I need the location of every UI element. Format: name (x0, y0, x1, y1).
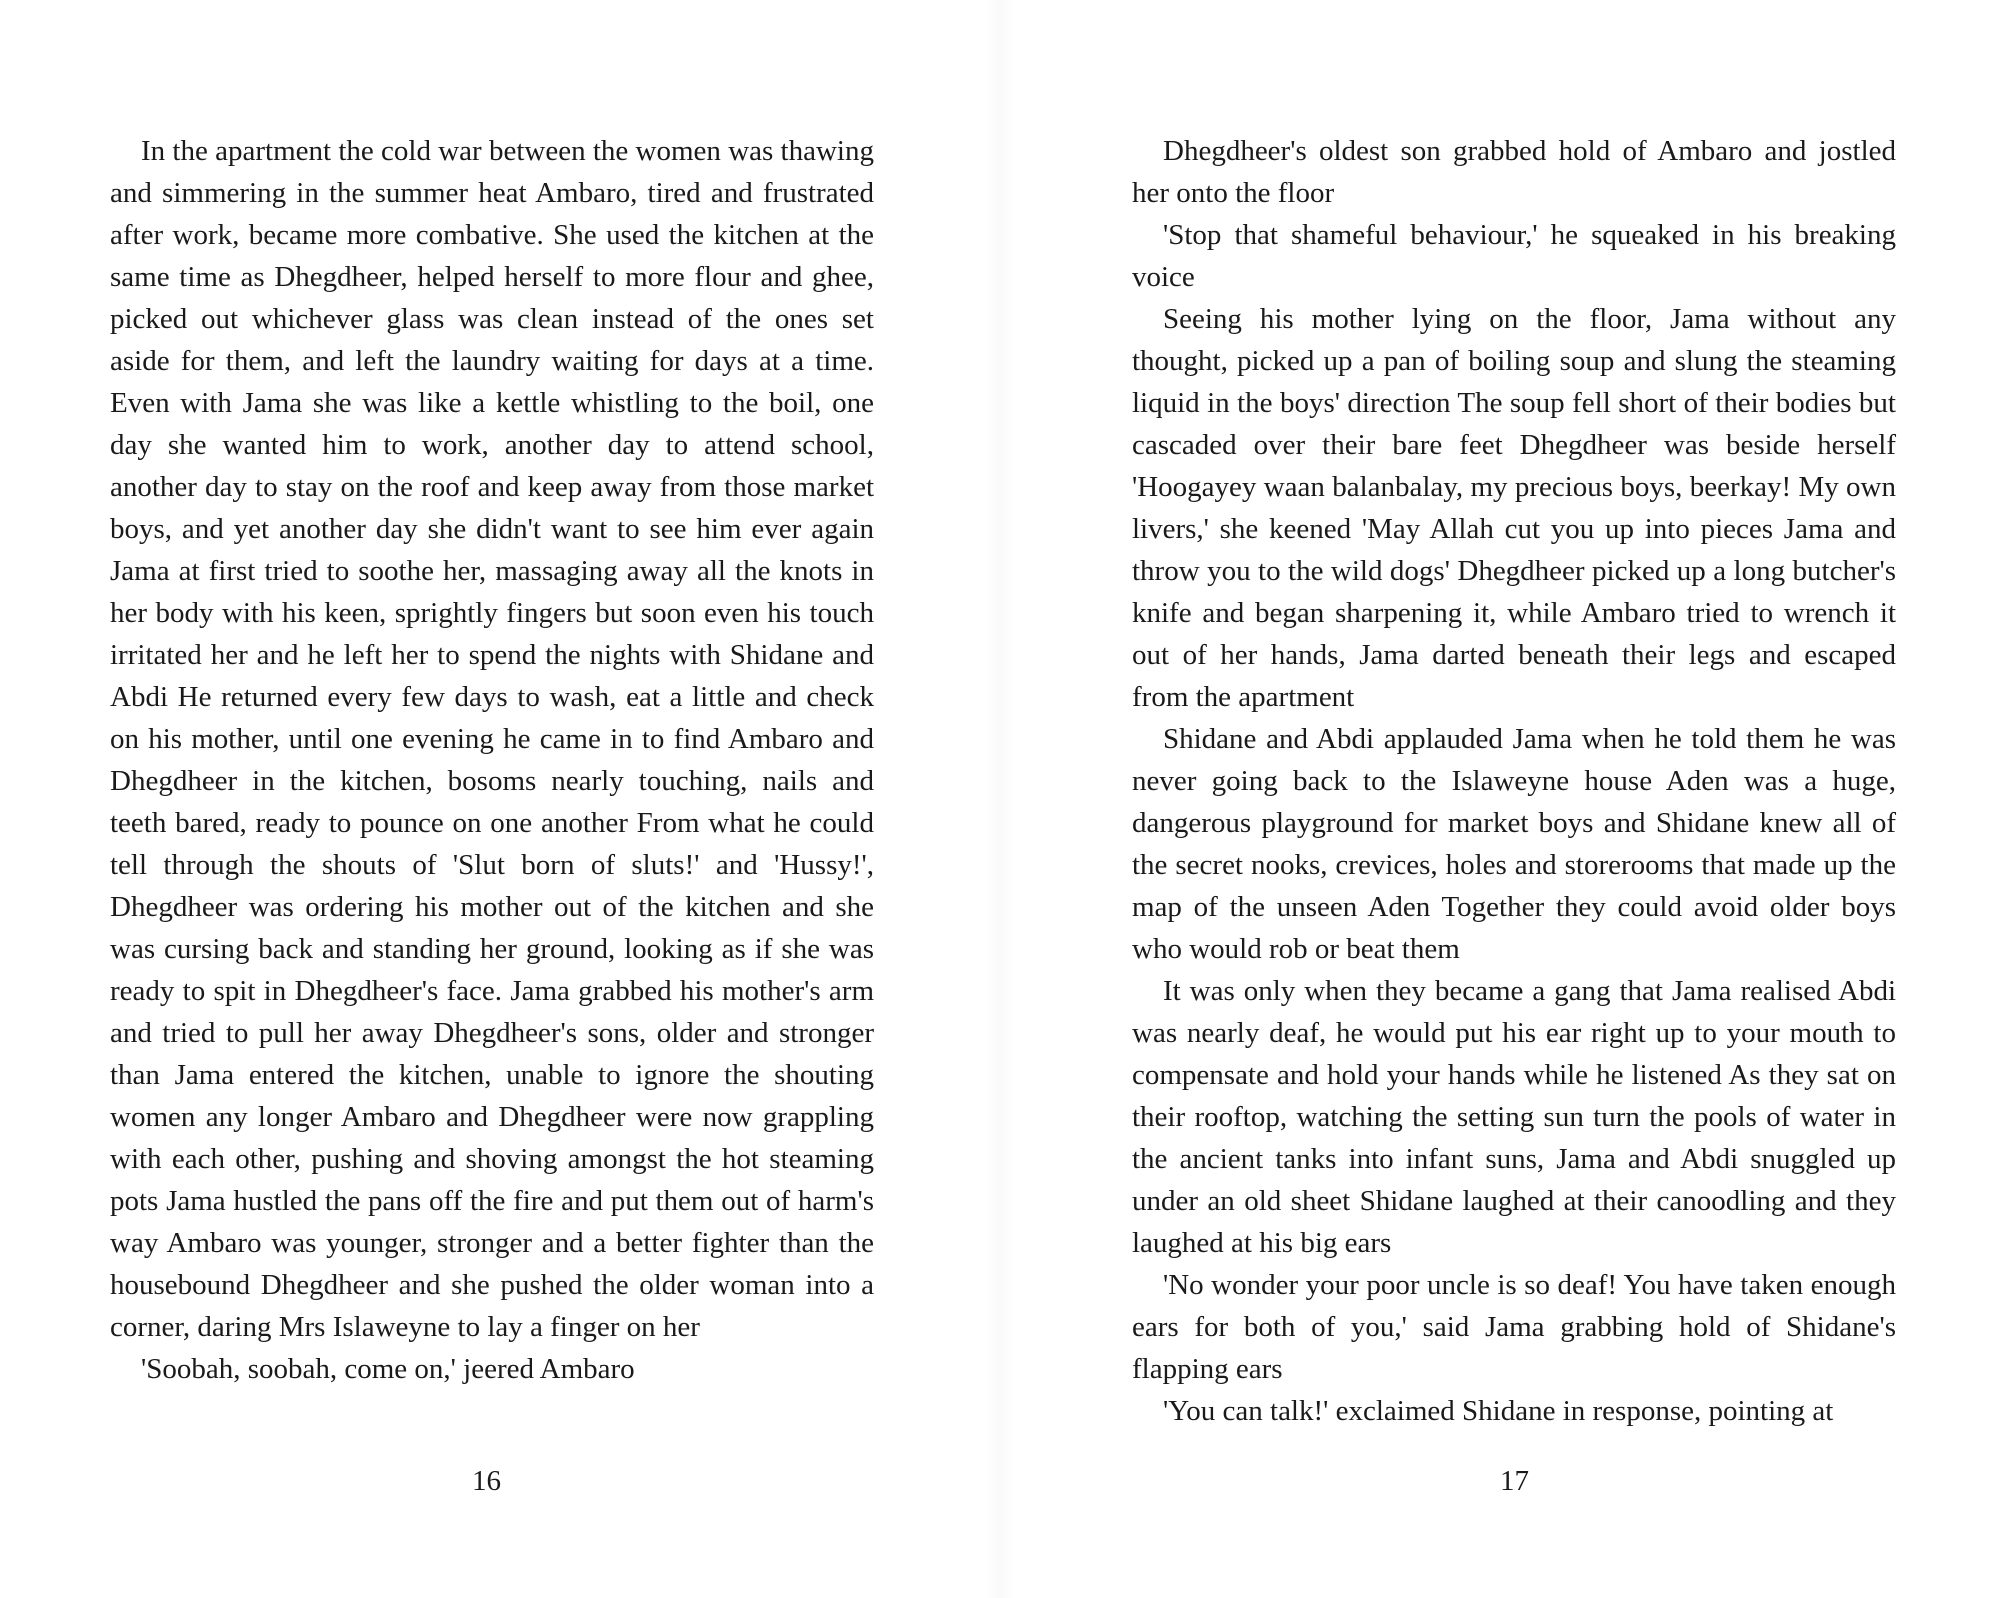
page-number: 17 (1500, 1465, 1529, 1497)
page-number: 16 (472, 1465, 501, 1497)
paragraph: Shidane and Abdi applauded Jama when he told them he was never going back to the Islaweyne house Aden was a huge, dangerous playground for market boys and Shidane knew all of the secret nooks, crevices, holes and storerooms that made up the map of the unseen Aden Together they could avoid older boys who would rob or beat them (1132, 723, 1896, 965)
paragraph: 'No wonder your poor uncle is so deaf! You have taken enough ears for both of you,' said Jama grabbing hold of Shidane's flapping ears (1132, 1269, 1896, 1385)
paragraph: Seeing his mother lying on the floor, Jama without any thought, picked up a pan of boiling soup and slung the steaming liquid in the boys' direction The soup fell short of their bodies but cascaded over their bare feet Dhegdheer was beside herself 'Hoogayey waan balanbalay, my precious boys, beerkay! My own livers,' she keened 'May Allah cut you up into pieces Jama and throw you to the wild dogs' Dhegdheer picked up a long butcher's knife and began sharpening it, while Ambaro tried to wrench it out of her hands, Jama darted beneath their legs and escaped from the apartment (1132, 303, 1896, 713)
left-page-body (110, 130, 874, 1390)
paragraph: It was only when they became a gang that Jama realised Abdi was nearly deaf, he would put his ear right up to your mouth to compensate and hold your hands while he listened As they sat on their rooftop, watching the setting sun turn the pools of water in the ancient tanks into infant suns, Jama and Abdi snuggled up under an old sheet Shidane laughed at their canoodling and they laughed at his big ears (1132, 975, 1896, 1259)
right-page-body (1132, 130, 1896, 1432)
paragraph: 'Soobah, soobah, come on,' jeered Ambaro (141, 1353, 635, 1385)
paragraph: 'You can talk!' exclaimed Shidane in response, pointing at (1163, 1395, 1834, 1427)
paragraph: 'Stop that shameful behaviour,' he squeaked in his breaking voice (1132, 219, 1896, 293)
paragraph: In the apartment the cold war between the women was thawing and simmering in the summer heat Ambaro, tired and frustrated after work, became more combative. She used the kitchen at the same time as Dhegdheer, helped herself to more flour and ghee, picked out whichever glass was clean instead of the ones set aside for them, and left the laundry waiting for days at a time. Even with Jama she was like a kettle whistling to the boil, one day she wanted him to work, another day to attend school, another day to stay on the roof and keep away from those market boys, and yet another day she didn't want to see him ever again Jama at first tried to soothe her, massaging away all the knots in her body with his keen, sprightly fingers but soon even his touch irritated her and he left her to spend the nights with Shidane and Abdi He returned every few days to wash, eat a little and check on his mother, until one evening he came in to find Ambaro and Dhegdheer in the kitchen, bosoms nearly touching, nails and teeth bared, ready to pounce on one another From what he could tell through the shouts of 'Slut born of sluts!' and 'Hussy!', Dhegdheer was ordering his mother out of the kitchen and she was cursing back and standing her ground, looking as if she was ready to spit in Dhegdheer's face. Jama grabbed his mother's arm and tried to pull her away Dhegdheer's sons, older and stronger than Jama entered the kitchen, unable to ignore the shouting women any longer Ambaro and Dhegdheer were now grappling with each other, pushing and shoving amongst the hot steaming pots Jama hustled the pans off the fire and put them out of harm's way Ambaro was younger, stronger and a better fighter than the housebound Dhegdheer and she pushed the older woman into a corner, daring Mrs Islaweyne to lay a finger on her (110, 135, 874, 1343)
paragraph: Dhegdheer's oldest son grabbed hold of Ambaro and jostled her onto the floor (1132, 135, 1896, 209)
right-page (1000, 0, 2000, 1598)
